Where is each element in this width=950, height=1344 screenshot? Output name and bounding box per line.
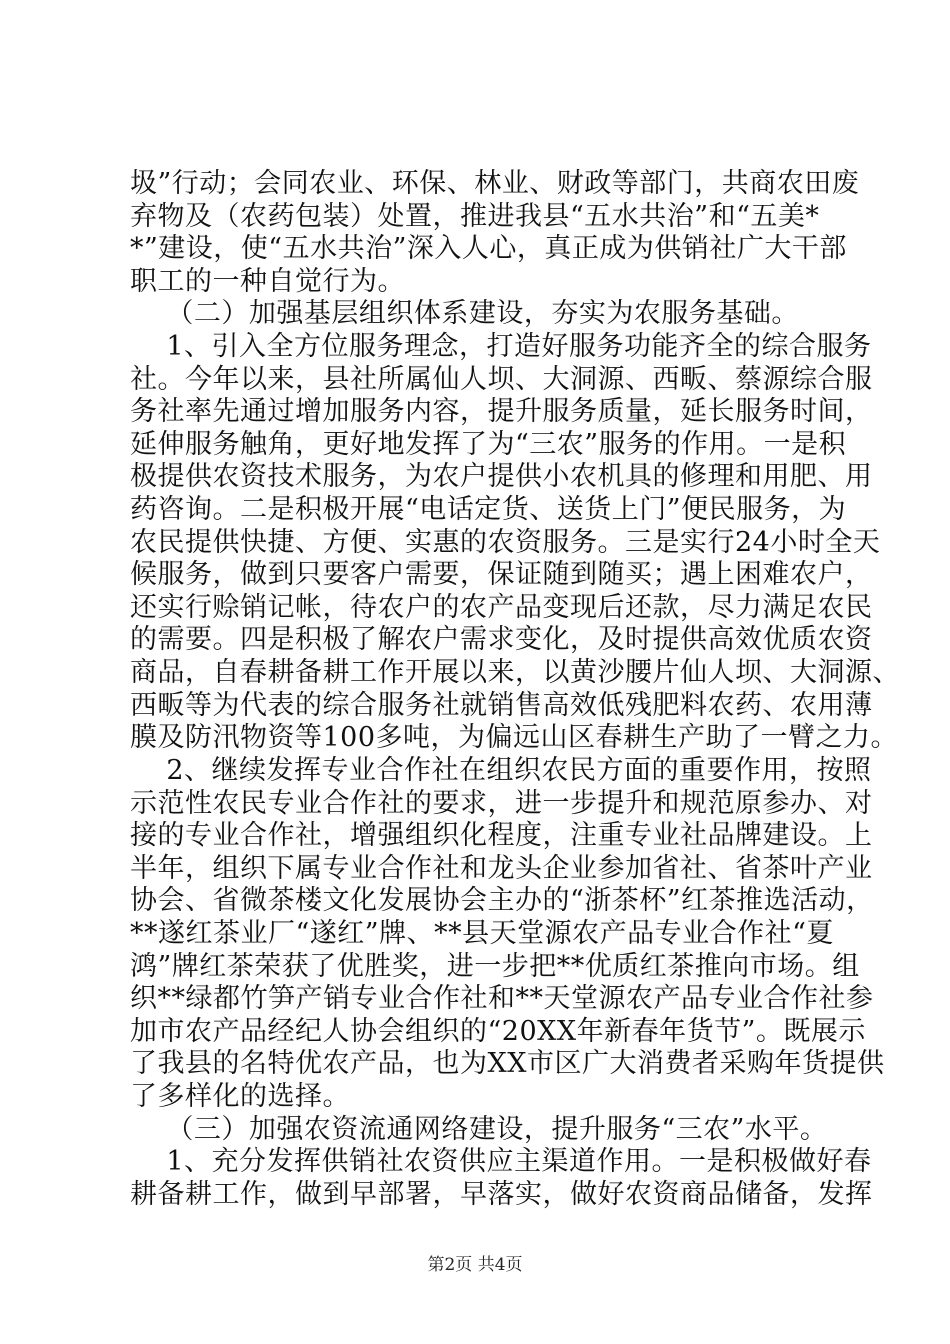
text-line: 极提供农资技术服务，为农户提供小农机具的修理和用肥、用 (130, 461, 873, 493)
text-line: 了多样化的选择。 (130, 1080, 350, 1112)
body-text-block-2 (130, 755, 885, 1211)
text-line: 的需要。四是积极了解农户需求变化，及时提供高效优质农资 (130, 624, 873, 656)
text-line: 圾”行动；会同农业、环保、林业、财政等部门，共商农田废 (130, 168, 860, 199)
text-line: 半年，组织下属专业合作社和龙头企业参加省社、省茶叶产业 (130, 852, 873, 884)
text-line: 候服务，做到只要客户需要，保证随到随买；遇上困难农户， (130, 559, 873, 591)
body-text-block-1 (130, 168, 900, 755)
text-line: *”建设，使“五水共治”深入人心，真正成为供销社广大干部 (130, 233, 847, 265)
text-line: 耕备耕工作，做到早部署，早落实，做好农资商品储备，发挥 (130, 1178, 873, 1210)
text-line: 加市农产品经纪人协会组织的“20XX年新春年货节”。既展示 (130, 1015, 866, 1047)
text-line: 2、继续发挥专业合作社在组织农民方面的重要作用，按照 (130, 755, 872, 786)
text-line: 药咨询。二是积极开展“电话定货、送货上门”便民服务，为 (130, 493, 847, 525)
text-line: 膜及防汛物资等100多吨，为偏远山区春耕生产助了一臂之力。 (130, 722, 899, 754)
text-line: 农民提供快捷、方便、实惠的农资服务。三是实行24小时全天 (130, 526, 881, 558)
text-line: 延伸服务触角，更好地发挥了为“三农”服务的作用。一是积 (130, 428, 847, 460)
text-line: 商品，自春耕备耕工作开展以来，以黄沙腰片仙人坝、大洞源、 (130, 656, 900, 688)
text-line: （三）加强农资流通网络建设，提升服务“三农”水平。 (130, 1113, 828, 1145)
text-line: 还实行赊销记帐，待农户的农产品变现后还款，尽力满足农民 (130, 591, 873, 623)
text-line: 接的专业合作社，增强组织化程度，注重专业社品牌建设。上 (130, 820, 873, 852)
text-line: 示范性农民专业合作社的要求，进一步提升和规范原参办、对 (130, 787, 873, 819)
text-line: 职工的一种自觉行为。 (130, 265, 405, 297)
text-line: 1、引入全方位服务理念，打造好服务功能齐全的综合服务 (130, 330, 872, 362)
text-line: 织**绿都竹笋产销专业合作社和**天堂源农产品专业合作社参 (130, 983, 874, 1015)
text-line: 弃物及（农药包装）处置，推进我县“五水共治”和“五美* (130, 200, 820, 232)
text-line: 务社率先通过增加服务内容，提升服务质量，延长服务时间， (130, 396, 873, 428)
page-footer: 第2页 共4页 (427, 1255, 523, 1275)
text-line: 协会、省微茶楼文化发展协会主办的“浙茶杯”红茶推选活动， (130, 885, 874, 917)
text-line: 1、充分发挥供销社农资供应主渠道作用。一是积极做好春 (130, 1146, 872, 1178)
text-line: 西畈等为代表的综合服务社就销售高效低残肥料农药、农用薄 (130, 689, 873, 721)
text-line: 鸿”牌红茶荣获了优胜奖，进一步把**优质红茶推向市场。组 (130, 950, 860, 982)
text-line: （二）加强基层组织体系建设，夯实为农服务基础。 (130, 298, 799, 330)
text-line: 社。今年以来，县社所属仙人坝、大洞源、西畈、蔡源综合服 (130, 363, 873, 395)
text-line: **遂红茶业厂“遂红”牌、**县天堂源农产品专业合作社“夏 (130, 917, 834, 949)
text-line: 了我县的名特优农产品，也为XX市区广大消费者采购年货提供 (130, 1048, 885, 1080)
